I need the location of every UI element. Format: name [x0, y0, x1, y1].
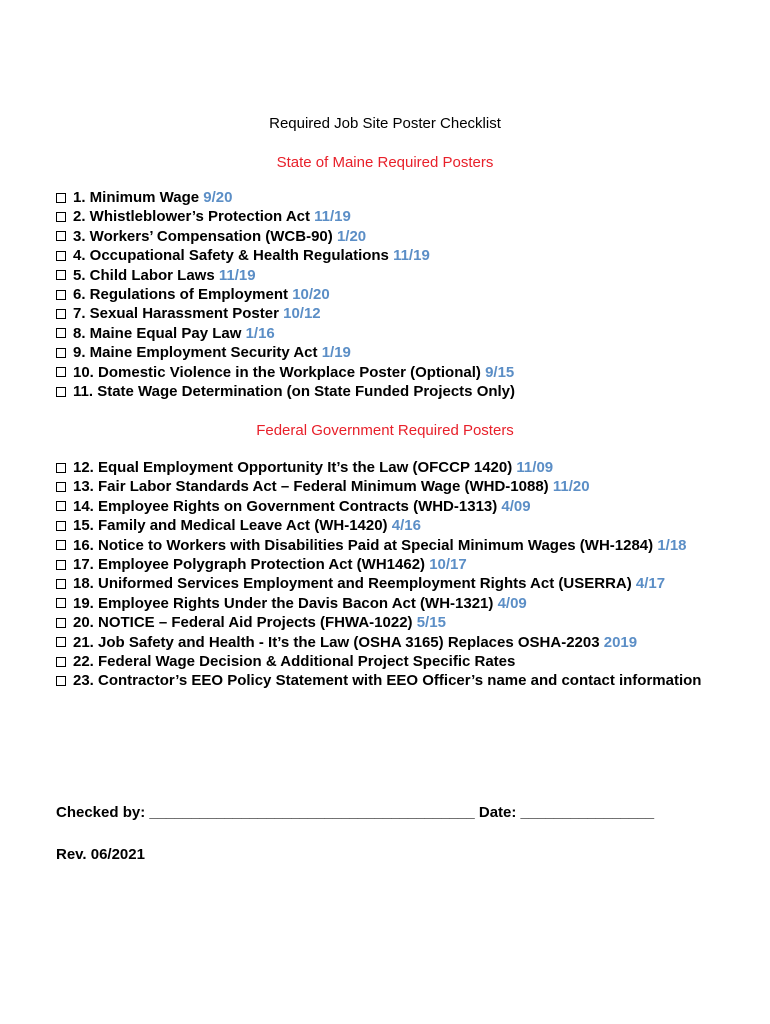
- checklist-item: [56, 516, 746, 535]
- federal-section-heading: Federal Government Required Posters: [256, 422, 514, 439]
- checklist-item-label: 11. State Wage Determination (on State Funded Projects Only): [73, 383, 516, 401]
- checklist-item-label: 22. Federal Wage Decision & Additional Project Specific Rates: [73, 653, 516, 671]
- checkbox[interactable]: [56, 193, 66, 203]
- checklist-item-body: [73, 516, 746, 535]
- state-section-heading: State of Maine Required Posters: [276, 154, 494, 171]
- checklist-item-label: 13. Fair Labor Standards Act – Federal Minimum Wage (WHD-1088): [73, 478, 549, 496]
- checklist-item: [56, 324, 746, 343]
- checklist-item-date: 10/20: [292, 286, 330, 304]
- checked-by-line: Checked by: _______________________________________ Date: ________________: [56, 804, 655, 821]
- checklist-item: [56, 207, 746, 226]
- checklist-item-body: [73, 671, 746, 690]
- checkbox[interactable]: [56, 482, 66, 492]
- checklist-item-body: [73, 574, 746, 593]
- checkbox[interactable]: [56, 251, 66, 261]
- checklist-item-date: 10/17: [429, 556, 467, 574]
- checklist-item-date: 11/19: [314, 208, 351, 226]
- checklist-item: [56, 652, 746, 671]
- checklist-item-body: [73, 382, 746, 401]
- checklist-item-label: 15. Family and Medical Leave Act (WH-1420): [73, 517, 388, 535]
- checkbox[interactable]: [56, 463, 66, 473]
- checklist-item-date: 9/20: [203, 189, 233, 206]
- checklist-item-body: [73, 324, 746, 343]
- checklist-item: [56, 343, 746, 362]
- checklist-item-label: 21. Job Safety and Health - It’s the Law (OSHA 3165) Replaces OSHA-2203: [73, 633, 600, 651]
- checklist-item: [56, 536, 746, 555]
- checklist-item-date: 11/20: [552, 478, 590, 496]
- checkbox[interactable]: [56, 309, 66, 319]
- checklist-item-date: 11/19: [218, 266, 256, 284]
- checklist-item-body: [73, 207, 746, 226]
- checklist-item-label: 20. NOTICE – Federal Aid Projects (FHWA-1022): [73, 614, 413, 632]
- checklist-item-label: 4. Occupational Safety & Health Regulations: [73, 247, 389, 265]
- checklist-item-label: 12. Equal Employment Opportunity It’s the Law (OFCCP 1420): [73, 459, 513, 476]
- checklist-item-label: 2. Whistleblower’s Protection Act: [73, 208, 310, 226]
- checklist-item-date: 4/09: [501, 497, 531, 515]
- checklist-item: [56, 613, 746, 632]
- checklist-item-body: [73, 555, 746, 574]
- checklist-item: [56, 246, 746, 265]
- checklist-item: [56, 458, 746, 477]
- checklist-item-label: 7. Sexual Harassment Poster: [73, 305, 279, 323]
- checklist-item-date: 1/16: [245, 324, 275, 342]
- checkbox[interactable]: [56, 348, 66, 358]
- checkbox[interactable]: [56, 618, 66, 628]
- checklist-item-label: 18. Uniformed Services Employment and Reemployment Rights Act (USERRA): [73, 575, 632, 593]
- checklist-item-body: [73, 227, 746, 246]
- checklist-item-label: 14. Employee Rights on Government Contracts (WHD-1313): [73, 497, 498, 515]
- checklist-item-label: 10. Domestic Violence in the Workplace Poster (Optional): [73, 363, 481, 381]
- checklist-item: [56, 497, 746, 516]
- checklist-item: [56, 574, 746, 593]
- checklist-item: [56, 227, 746, 246]
- checklist-item: [56, 363, 746, 382]
- checklist-item: [56, 266, 746, 285]
- checklist-item-label: 3. Workers’ Compensation (WCB-90): [73, 227, 333, 245]
- checkbox[interactable]: [56, 231, 66, 241]
- checklist-item-label: 6. Regulations of Employment: [73, 286, 289, 304]
- checklist-item: [56, 555, 746, 574]
- checklist-item: [56, 382, 746, 401]
- checklist-item-label: 8. Maine Equal Pay Law: [73, 324, 242, 342]
- checklist-item: [56, 671, 746, 690]
- checklist-item-label: 16. Notice to Workers with Disabilities Paid at Special Minimum Wages (WH-1284): [73, 536, 654, 554]
- checklist-item-body: [73, 536, 746, 555]
- checklist-item: [56, 304, 746, 323]
- checklist-item-body: [73, 285, 746, 304]
- checkbox[interactable]: [56, 501, 66, 511]
- checklist-item-body: [73, 246, 746, 265]
- checklist-item-body: [73, 458, 746, 477]
- checklist-item-date: 1/18: [657, 536, 687, 554]
- checklist-item-body: [73, 613, 746, 632]
- checklist-item-date: 4/09: [497, 594, 527, 612]
- checklist-item-label: 9. Maine Employment Security Act: [73, 344, 318, 362]
- checkbox[interactable]: [56, 579, 66, 589]
- checkbox[interactable]: [56, 367, 66, 377]
- checklist-item-body: [73, 594, 746, 613]
- checklist-item-date: 1/19: [321, 344, 351, 362]
- checklist-item-body: [73, 266, 746, 285]
- revision-label: Rev. 06/2021: [56, 846, 145, 863]
- checklist-item-date: 9/15: [485, 363, 515, 381]
- federal-poster-checklist: [56, 458, 746, 691]
- checkbox[interactable]: [56, 387, 66, 397]
- checkbox[interactable]: [56, 637, 66, 647]
- checklist-item-date: 11/19: [393, 247, 430, 265]
- checklist-item: [56, 285, 746, 304]
- checkbox[interactable]: [56, 328, 66, 338]
- checklist-item: [56, 477, 746, 496]
- checklist-item-label: 23. Contractor’s EEO Policy Statement with EEO Officer’s name and contact information: [73, 672, 702, 690]
- checklist-item-date: 4/17: [635, 575, 666, 593]
- checkbox[interactable]: [56, 290, 66, 300]
- checklist-item-body: [73, 652, 746, 671]
- checkbox[interactable]: [56, 540, 66, 550]
- checklist-item-date: 1/20: [336, 227, 367, 245]
- checkbox[interactable]: [56, 521, 66, 531]
- checklist-item: [56, 633, 746, 652]
- checklist-item-body: [73, 633, 746, 652]
- checklist-item-label: 1. Minimum Wage: [73, 189, 200, 206]
- checklist-item: [56, 594, 746, 613]
- checklist-item-date: 11/09: [516, 459, 554, 476]
- checklist-item-body: [73, 343, 746, 362]
- checklist-item-label: 5. Child Labor Laws: [73, 266, 215, 284]
- checkbox[interactable]: [56, 212, 66, 222]
- checklist-item-body: [73, 363, 746, 382]
- checklist-item-body: [73, 304, 746, 323]
- checkbox[interactable]: [56, 270, 66, 280]
- checkbox[interactable]: [56, 598, 66, 608]
- checkbox[interactable]: [56, 657, 66, 667]
- checklist-item-label: 19. Employee Rights Under the Davis Bacon Act (WH-1321): [73, 594, 494, 612]
- checklist-item: [56, 188, 746, 207]
- checklist-item-body: [73, 497, 746, 516]
- checklist-item-date: 4/16: [391, 517, 421, 535]
- checklist-item-body: [73, 188, 746, 207]
- checklist-item-date: 2019: [603, 633, 638, 651]
- checkbox[interactable]: [56, 676, 66, 686]
- document-title: Required Job Site Poster Checklist: [269, 115, 501, 132]
- checkbox[interactable]: [56, 560, 66, 570]
- checklist-item-label: 17. Employee Polygraph Protection Act (WH1462): [73, 556, 426, 574]
- checklist-item-body: [73, 477, 746, 496]
- state-poster-checklist: [56, 188, 746, 401]
- checklist-item-date: 5/15: [416, 614, 446, 632]
- checklist-item-date: 10/12: [283, 305, 321, 323]
